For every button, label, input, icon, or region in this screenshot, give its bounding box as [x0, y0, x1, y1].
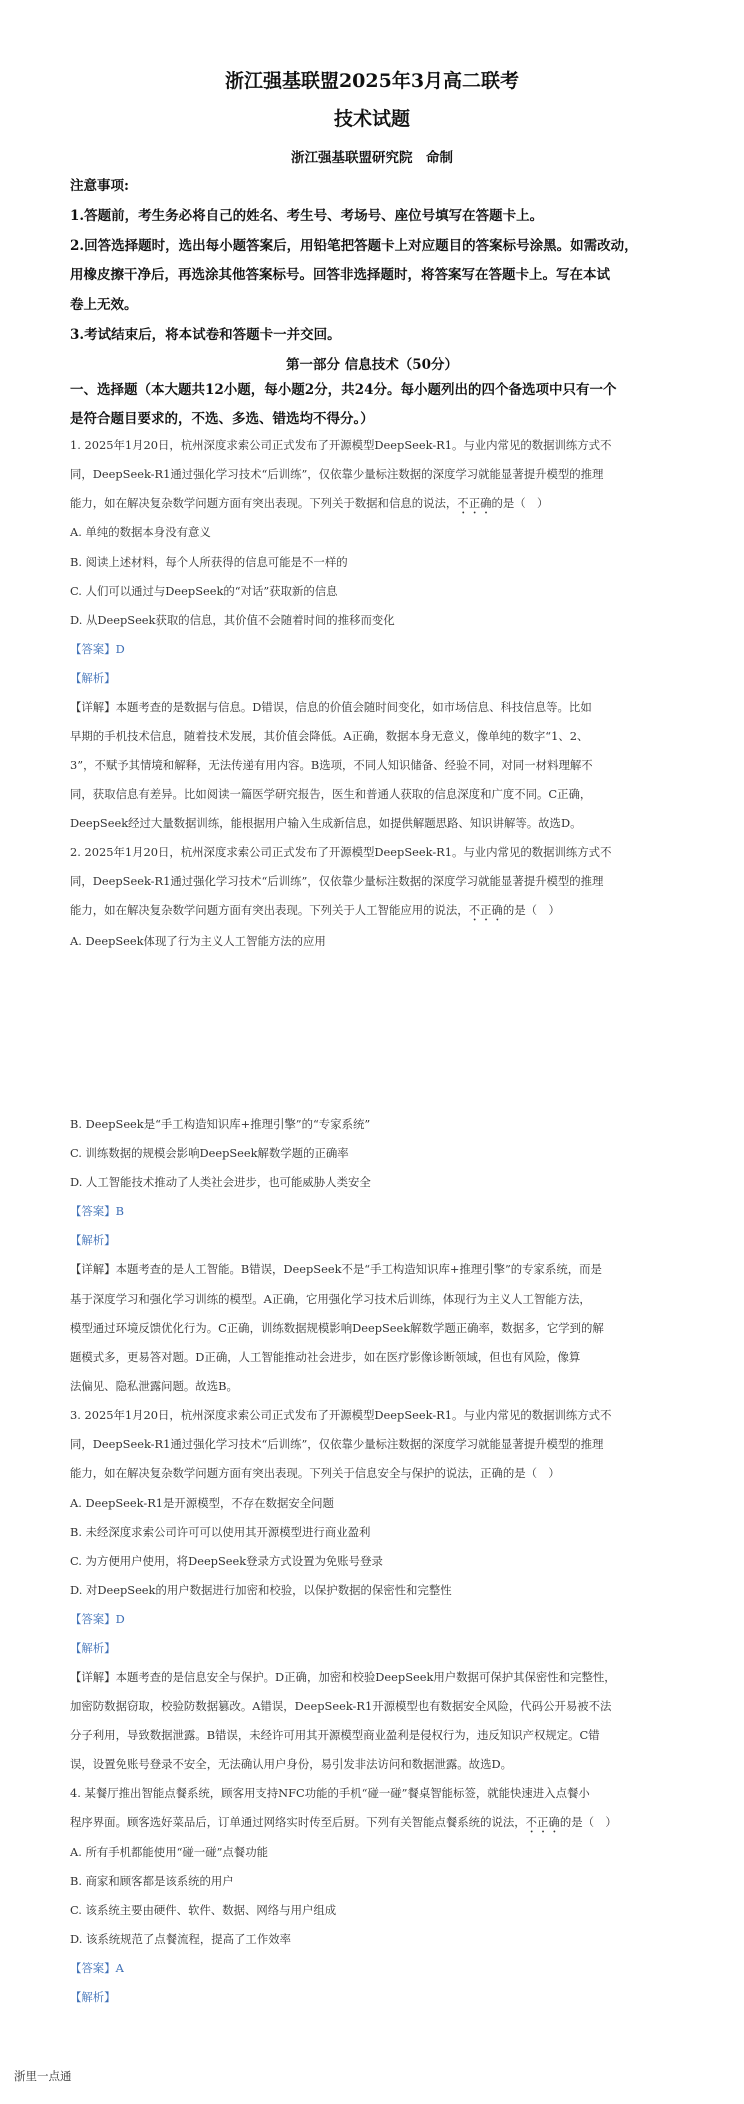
q3-option-b: B. 未经深度求索公司许可可以使用其开源模型进行商业盈利 [70, 1525, 371, 1539]
q2-stem-line-2: 同，DeepSeek-R1通过强化学习技术“后训练”，仅依靠少量标注数据的深度学习就能显著提升模型的推理 [70, 874, 604, 888]
q3-detail-line-2: 加密防数据窃取，校验防数据篡改。A错误，DeepSeek-R1开源模型也有数据安全风险，代码公开易被不法 [70, 1699, 612, 1713]
exam-author: 浙江强基联盟研究院 命制 [291, 150, 453, 166]
q1-answer: 【答案】D [70, 642, 125, 656]
exam-subtitle: 技术试题 [333, 108, 410, 130]
q2-detail-line-1: 【详解】本题考查的是人工智能。B错误，DeepSeek不是“手工构造知识库+推理引擎”的专家系统，而是 [70, 1262, 602, 1276]
q3-detail-line-3: 分子利用，导致数据泄露。B错误，未经许可用其开源模型商业盈利是侵权行为，违反知识产权规定。C错 [70, 1728, 600, 1742]
q2-detail-line-4: 题模式多，更易答对题。D正确，人工智能推动社会进步，如在医疗影像诊断领域，但也有风险，像算 [70, 1350, 581, 1364]
q1-option-d: D. 从DeepSeek获取的信息，其价值不会随着时间的推移而变化 [70, 613, 395, 627]
q1-option-a: A. 单纯的数据本身没有意义 [70, 525, 211, 539]
q2-detail-line-5: 法偏见、隐私泄露问题。故选B。 [70, 1379, 238, 1393]
q1-option-b: B. 阅读上述材料，每个人所获得的信息可能是不一样的 [70, 555, 348, 569]
q2-option-c: C. 训练数据的规模会影响DeepSeek解数学题的正确率 [70, 1146, 349, 1160]
section-instruction-line-1: 一、选择题（本大题共12小题，每小题2分，共24分。每小题列出的四个备选项中只有一个 [70, 382, 617, 398]
q4-analysis-label: 【解析】 [70, 1990, 116, 2004]
q1-detail-line-2: 早期的手机技术信息，随着技术发展，其价值会降低。A正确，数据本身无意义，像单纯的数字“1、2、 [70, 729, 589, 743]
q4-emphasis: 不正确 [525, 1815, 560, 1829]
exam-title: 浙江强基联盟2025年3月高二联考 [224, 70, 520, 92]
q3-detail-line-4: 误，设置免账号登录不安全，无法确认用户身份，易引发非法访问和数据泄露。故选D。 [70, 1757, 512, 1771]
q1-stem-line-1: 1. 2025年1月20日，杭州深度求索公司正式发布了开源模型DeepSeek-R1。与业内常见的数据训练方式不 [70, 438, 612, 452]
q1-analysis-label: 【解析】 [70, 671, 116, 685]
section-instruction-line-2: 是符合题目要求的，不选、多选、错选均不得分。） [70, 411, 374, 427]
q3-analysis-label: 【解析】 [70, 1641, 116, 1655]
q4-stem-line-1: 4. 某餐厅推出智能点餐系统，顾客用支持NFC功能的手机“碰一碰”餐桌智能标签，就能快速进入点餐小 [70, 1786, 590, 1800]
notice-heading: 注意事项: [70, 178, 129, 194]
q3-answer: 【答案】D [70, 1612, 125, 1626]
q3-option-c: C. 为方便用户使用，将DeepSeek登录方式设置为免账号登录 [70, 1554, 383, 1568]
q2-detail-line-2: 基于深度学习和强化学习训练的模型。A正确，它用强化学习技术后训练，体现行为主义人工智能方法， [70, 1292, 591, 1306]
q1-emphasis: 不正确 [457, 496, 492, 510]
q3-stem-line-1: 3. 2025年1月20日，杭州深度求索公司正式发布了开源模型DeepSeek-R1。与业内常见的数据训练方式不 [70, 1408, 612, 1422]
notice-item-3: 3.考试结束后，将本试卷和答题卡一并交回。 [70, 327, 341, 343]
q3-stem-line-3: 能力，如在解决复杂数学问题方面有突出表现。下列关于信息安全与保护的说法，正确的是（ ） [70, 1466, 560, 1480]
q4-option-a: A. 所有手机都能使用“碰一碰”点餐功能 [70, 1845, 268, 1859]
notice-item-1: 1.答题前，考生务必将自己的姓名、考生号、考场号、座位号填写在答题卡上。 [70, 208, 544, 224]
q3-option-d: D. 对DeepSeek的用户数据进行加密和校验，以保护数据的保密性和完整性 [70, 1583, 452, 1597]
q1-stem-line-2: 同，DeepSeek-R1通过强化学习技术“后训练”，仅依靠少量标注数据的深度学习就能显著提升模型的推理 [70, 467, 604, 481]
q1-stem-line-3: 能力，如在解决复杂数学问题方面有突出表现。下列关于数据和信息的说法，不正确的是（ ） [70, 496, 549, 510]
notice-item-2-line-2: 用橡皮擦干净后，再选涂其他答案标号。回答非选择题时，将答案写在答题卡上。写在本试 [70, 267, 610, 283]
q2-emphasis: 不正确 [468, 903, 503, 917]
q2-detail-line-3: 模型通过环境反馈优化行为。C正确，训练数据规模影响DeepSeek解数学题正确率，数据多，它学到的解 [70, 1321, 604, 1335]
q1-detail-line-1: 【详解】本题考查的是数据与信息。D错误，信息的价值会随时间变化，如市场信息、科技信息等。比如 [70, 700, 592, 714]
notice-item-2-line-3: 卷上无效。 [70, 297, 138, 313]
q3-stem-line-2: 同，DeepSeek-R1通过强化学习技术“后训练”，仅依靠少量标注数据的深度学习就能显著提升模型的推理 [70, 1437, 604, 1451]
part-1-heading: 第一部分 信息技术（50分） [286, 357, 458, 373]
q2-option-a: A. DeepSeek体现了行为主义人工智能方法的应用 [70, 934, 326, 948]
q4-stem-line-2: 程序界面。顾客选好菜品后，订单通过网络实时传至后厨。下列有关智能点餐系统的说法，不正确的是（ ） [70, 1815, 617, 1829]
q4-option-c: C. 该系统主要由硬件、软件、数据、网络与用户组成 [70, 1903, 337, 1917]
q4-option-b: B. 商家和顾客都是该系统的用户 [70, 1874, 234, 1888]
q2-option-b: B. DeepSeek是“手工构造知识库+推理引擎”的“专家系统” [70, 1117, 371, 1131]
footer-watermark: 浙里一点通 [14, 2069, 72, 2083]
notice-item-2-line-1: 2.回答选择题时，选出每小题答案后，用铅笔把答题卡上对应题目的答案标号涂黑。如需改动， [70, 238, 638, 254]
q4-answer: 【答案】A [70, 1961, 124, 1975]
q2-option-d: D. 人工智能技术推动了人类社会进步，也可能威胁人类安全 [70, 1175, 371, 1189]
q1-detail-line-5: DeepSeek经过大量数据训练，能根据用户输入生成新信息，如提供解题思路、知识讲解等。故选D。 [70, 816, 582, 830]
q1-detail-line-3: 3”，不赋予其情境和解释，无法传递有用内容。B选项，不同人知识储备、经验不同，对同一材料理解不 [70, 758, 593, 772]
q3-detail-line-1: 【详解】本题考查的是信息安全与保护。D正确，加密和校验DeepSeek用户数据可保护其保密性和完整性， [70, 1670, 616, 1684]
q4-option-d: D. 该系统规范了点餐流程，提高了工作效率 [70, 1932, 292, 1946]
q1-option-c: C. 人们可以通过与DeepSeek的“对话”获取新的信息 [70, 584, 338, 598]
q2-stem-line-3: 能力，如在解决复杂数学问题方面有突出表现。下列关于人工智能应用的说法，不正确的是（ ） [70, 903, 560, 917]
q2-analysis-label: 【解析】 [70, 1233, 116, 1247]
q2-stem-line-1: 2. 2025年1月20日，杭州深度求索公司正式发布了开源模型DeepSeek-R1。与业内常见的数据训练方式不 [70, 845, 612, 859]
q1-detail-line-4: 同，获取信息有差异。比如阅读一篇医学研究报告，医生和普通人获取的信息深度和广度不同。C正确， [70, 787, 592, 801]
q2-answer: 【答案】B [70, 1204, 124, 1218]
q3-option-a: A. DeepSeek-R1是开源模型，不存在数据安全问题 [70, 1496, 334, 1510]
